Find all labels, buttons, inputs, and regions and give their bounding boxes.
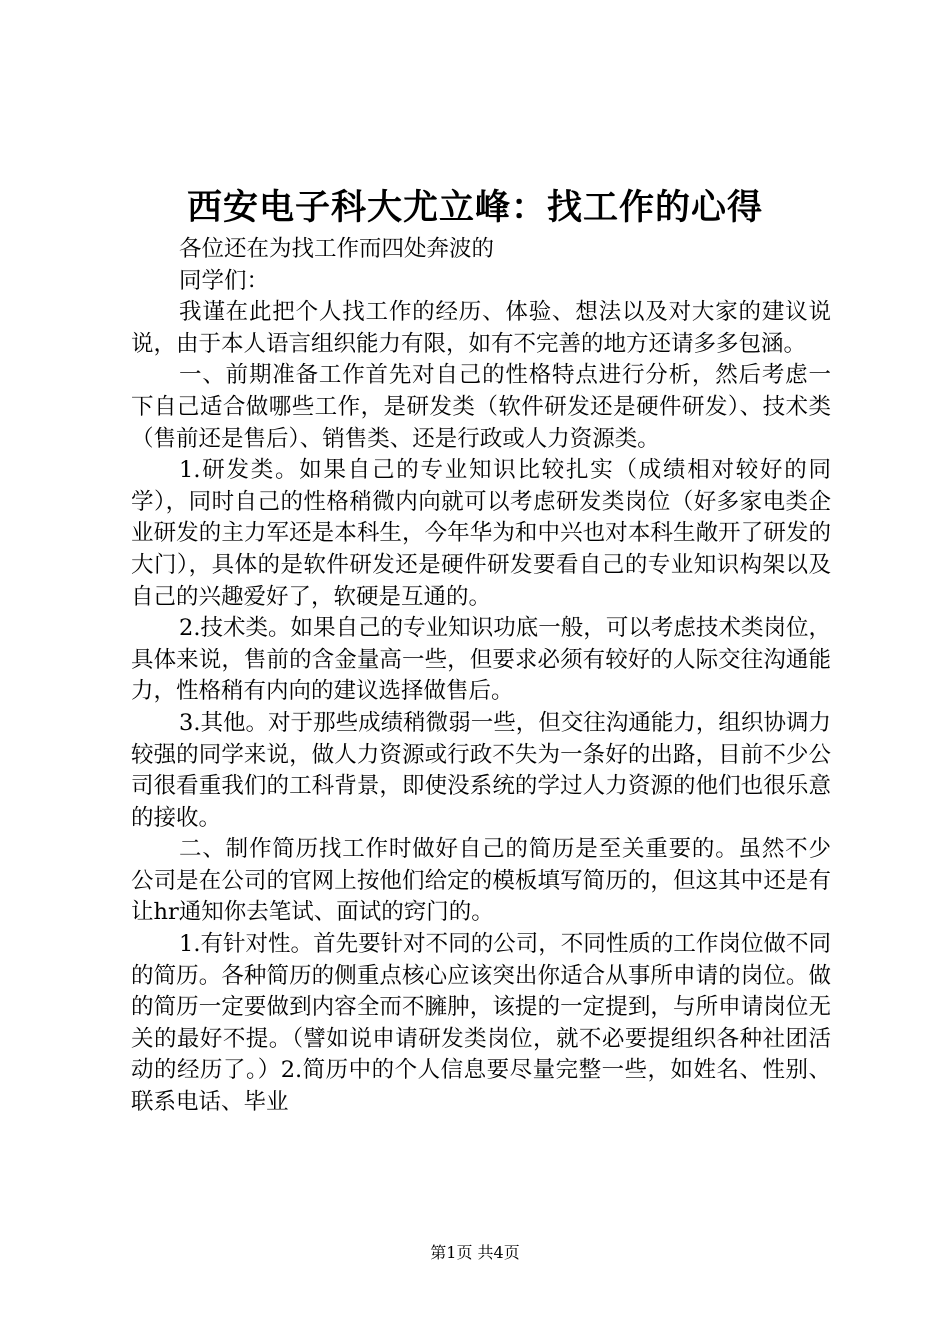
paragraph-greeting-2: 同学们： <box>179 267 270 294</box>
document-title: 西安电子科大尤立峰：找工作的心得 <box>186 187 763 228</box>
paragraph-other: 3.其他。对于那些成绩稍微弱一些，但交往沟通能力，组织协调力较强的同学来说，做人力资源或行政不失为一条好的出路，目前不少公司很看重我们的工科背景，即使没系统的学过人力资源的他们也很乐意的接收。 <box>131 709 831 831</box>
paragraph-rd: 1.研发类。如果自己的专业知识比较扎实（成绩相对较好的同学），同时自己的性格稍微内向就可以考虑研发类岗位（好多家电类企业研发的主力军还是本科生，今年华为和中兴也对本科生敞开了研发的大门），具体的是软件研发还是硬件研发要看自己的专业知识构架以及自己的兴趣爱好了，软硬是互通的。 <box>131 457 831 610</box>
page-footer: 第1页 共4页 <box>430 1243 520 1262</box>
paragraph-greeting-1: 各位还在为找工作而四处奔波的 <box>179 236 495 262</box>
paragraph-tech: 2.技术类。如果自己的专业知识功底一般，可以考虑技术类岗位，具体来说，售前的含金量高一些，但要求必须有较好的人际交往沟通能力，性格稍有内向的建议选择做售后。 <box>131 615 831 705</box>
document-body <box>131 234 831 1119</box>
paragraph-section-2: 二、制作简历找工作时做好自己的简历是至关重要的。虽然不少公司是在公司的官网上按他们给定的模板填写简历的，但这其中还是有让hr通知你去笔试、面试的窍门的。 <box>131 836 831 926</box>
paragraph-targeted: 1.有针对性。首先要针对不同的公司，不同性质的工作岗位做不同的简历。各种简历的侧重点核心应该突出你适合从事所申请的岗位。做的简历一定要做到内容全而不臃肿，该提的一定提到，与所申请岗位无关的最好不提。（譬如说申请研发类岗位，就不必要提组织各种社团活动的经历了。）2.简历中的个人信息要尽量完整一些，如姓名、性别、联系电话、毕业 <box>131 931 831 1116</box>
paragraph-section-1: 一、前期准备工作首先对自己的性格特点进行分析，然后考虑一下自己适合做哪些工作，是研发类（软件研发还是硬件研发）、技术类（售前还是售后）、销售类、还是行政或人力资源类。 <box>131 362 831 452</box>
paragraph-intro: 我谨在此把个人找工作的经历、体验、想法以及对大家的建议说说，由于本人语言组织能力有限，如有不完善的地方还请多多包涵。 <box>131 299 831 357</box>
